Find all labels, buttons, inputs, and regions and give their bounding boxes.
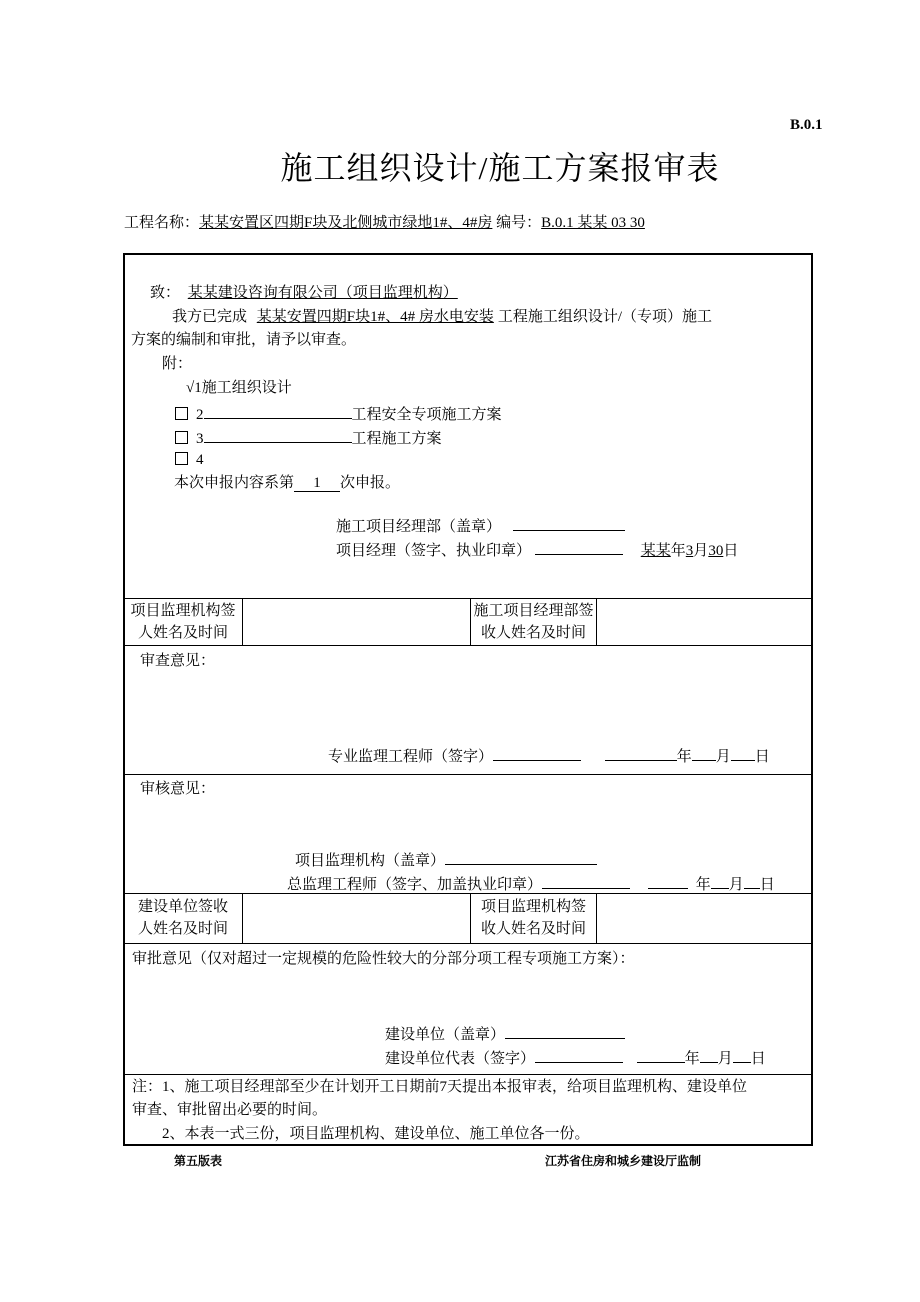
attachment-num: 3 <box>196 431 204 447</box>
engineer-sign-line <box>328 746 770 765</box>
body-prefix: 我方已完成 <box>172 309 248 325</box>
year-unit: 年 <box>684 1051 700 1067</box>
body-line-2: 方案的编制和审批，请予以审查。 <box>131 332 357 348</box>
attachment-text: 工程施工方案 <box>351 431 442 447</box>
checkbox-icon[interactable] <box>175 452 188 465</box>
attachment-text: 施工组织设计 <box>201 380 292 396</box>
submit-line <box>174 476 400 492</box>
date-month-blank[interactable] <box>711 874 729 889</box>
attachment-num: 1 <box>194 380 202 396</box>
contractor-dept: 施工项目经理部（盖章） <box>336 519 502 535</box>
date-day-blank[interactable] <box>733 1048 751 1063</box>
year-unit: 年 <box>695 877 711 893</box>
date-year-blank[interactable] <box>605 746 677 761</box>
to-label: 致： <box>150 285 181 301</box>
engineer-sign-blank[interactable] <box>493 746 581 761</box>
pm-sign-line <box>336 540 738 559</box>
owner-seal-line <box>385 1024 625 1043</box>
pm-sign-blank[interactable] <box>535 540 623 555</box>
pm-date-year[interactable]: 某某 <box>640 543 671 559</box>
submit-count[interactable]: 1 <box>294 476 340 492</box>
project-name[interactable]: 某某安置区四期F块及北侧城市绿地1#、4#房 <box>199 215 493 231</box>
footer-left: 第五版表 <box>174 1154 223 1168</box>
owner-seal-label: 建设单位（盖章） <box>385 1027 506 1043</box>
row2-right-label: 项目监理机构签 收人姓名及时间 <box>480 899 586 937</box>
day-unit: 日 <box>723 543 739 559</box>
divider <box>123 943 813 944</box>
divider <box>123 774 813 775</box>
checkbox-icon[interactable] <box>175 407 188 420</box>
number-value[interactable]: B.0.1 某某 03 30 <box>541 215 645 231</box>
owner-rep-line <box>385 1048 766 1067</box>
month-unit: 月 <box>693 543 709 559</box>
divider <box>123 1074 813 1075</box>
submit-prefix: 本次申报内容系第 <box>174 475 295 491</box>
engineer-sign-label: 专业监理工程师（签字） <box>328 749 494 765</box>
owner-seal-blank[interactable] <box>505 1024 625 1039</box>
date-year-blank[interactable] <box>637 1048 685 1063</box>
row2-left-label: 建设单位签收 人姓名及时间 <box>137 899 228 937</box>
divider <box>596 893 597 943</box>
note-1a: 注：1、施工项目经理部至少在计划开工日期前7天提出本报审表，给项目监理机构、建设单位 <box>132 1079 748 1095</box>
chief-sign-line <box>287 874 775 893</box>
check-mark-icon: √ <box>186 380 195 396</box>
day-unit: 日 <box>759 877 775 893</box>
attach-label: 附： <box>162 356 193 372</box>
year-unit: 年 <box>670 543 686 559</box>
divider <box>123 598 813 599</box>
body-suffix: 工程施工组织设计/（专项）施工 <box>497 309 713 325</box>
attachment-1[interactable] <box>186 381 292 396</box>
note-2: 2、本表一式三份，项目监理机构、建设单位、施工单位各一份。 <box>162 1126 590 1142</box>
to-value[interactable]: 某某建设咨询有限公司（项目监理机构） <box>187 285 458 301</box>
divider <box>242 893 243 943</box>
supervision-seal-blank[interactable] <box>445 850 597 865</box>
pm-date-day[interactable]: 30 <box>708 543 724 559</box>
attachment-text: 工程安全专项施工方案 <box>351 407 502 423</box>
divider <box>123 893 813 894</box>
owner-rep-label: 建设单位代表（签字） <box>385 1051 536 1067</box>
audit-label: 审核意见： <box>140 781 216 797</box>
pm-date-month[interactable]: 3 <box>685 543 694 559</box>
chief-sign-label: 总监理工程师（签字、加盖执业印章） <box>287 877 543 893</box>
number-label: 编号： <box>496 215 542 231</box>
divider <box>123 645 813 646</box>
month-unit: 月 <box>715 749 731 765</box>
contractor-seal-blank[interactable] <box>513 516 625 531</box>
approve-label: 审批意见（仅对超过一定规模的危险性较大的分部分项工程专项施工方案）： <box>132 951 635 967</box>
review-label: 审查意见： <box>140 653 216 669</box>
date-month-blank[interactable] <box>692 746 716 761</box>
divider <box>242 598 243 645</box>
date-day-blank[interactable] <box>744 874 760 889</box>
attachment-2[interactable] <box>175 404 502 423</box>
page-title: 施工组织设计/施工方案报审表 <box>280 150 720 186</box>
contractor-seal-line <box>336 516 625 535</box>
attachment-blank[interactable] <box>204 404 352 419</box>
supervision-seal-label: 项目监理机构（盖章） <box>295 853 446 869</box>
pm-sign-label: 项目经理（签字、执业印章） <box>336 543 532 559</box>
date-month-blank[interactable] <box>700 1048 718 1063</box>
attachment-4[interactable] <box>175 452 204 468</box>
row1-right-label: 施工项目经理部签 收人姓名及时间 <box>473 603 594 641</box>
project-label: 工程名称： <box>124 215 200 231</box>
submit-suffix: 次申报。 <box>340 475 401 491</box>
to-line <box>150 286 458 301</box>
date-year-blank[interactable] <box>648 874 688 889</box>
attachment-num: 2 <box>196 407 204 423</box>
chief-sign-blank[interactable] <box>542 874 630 889</box>
form-code: B.0.1 <box>790 117 823 133</box>
year-unit: 年 <box>676 749 692 765</box>
owner-rep-blank[interactable] <box>535 1048 623 1063</box>
date-day-blank[interactable] <box>731 746 755 761</box>
day-unit: 日 <box>750 1051 766 1067</box>
project-line <box>124 216 645 231</box>
checkbox-icon[interactable] <box>175 431 188 444</box>
day-unit: 日 <box>754 749 770 765</box>
month-unit: 月 <box>717 1051 733 1067</box>
row1-left-label: 项目监理机构签 人姓名及时间 <box>130 603 236 641</box>
attachment-3[interactable] <box>175 428 442 447</box>
body-line-1 <box>172 310 712 325</box>
note-1b: 审查、审批留出必要的时间。 <box>132 1102 328 1118</box>
supervision-seal-line <box>295 850 597 869</box>
attachment-num: 4 <box>196 452 204 468</box>
attachment-blank[interactable] <box>204 428 352 443</box>
month-unit: 月 <box>728 877 744 893</box>
footer-right: 江苏省住房和城乡建设厅监制 <box>545 1154 702 1168</box>
body-project[interactable]: 某某安置四期F块1#、4# 房水电安装 <box>256 309 494 325</box>
divider <box>596 598 597 645</box>
